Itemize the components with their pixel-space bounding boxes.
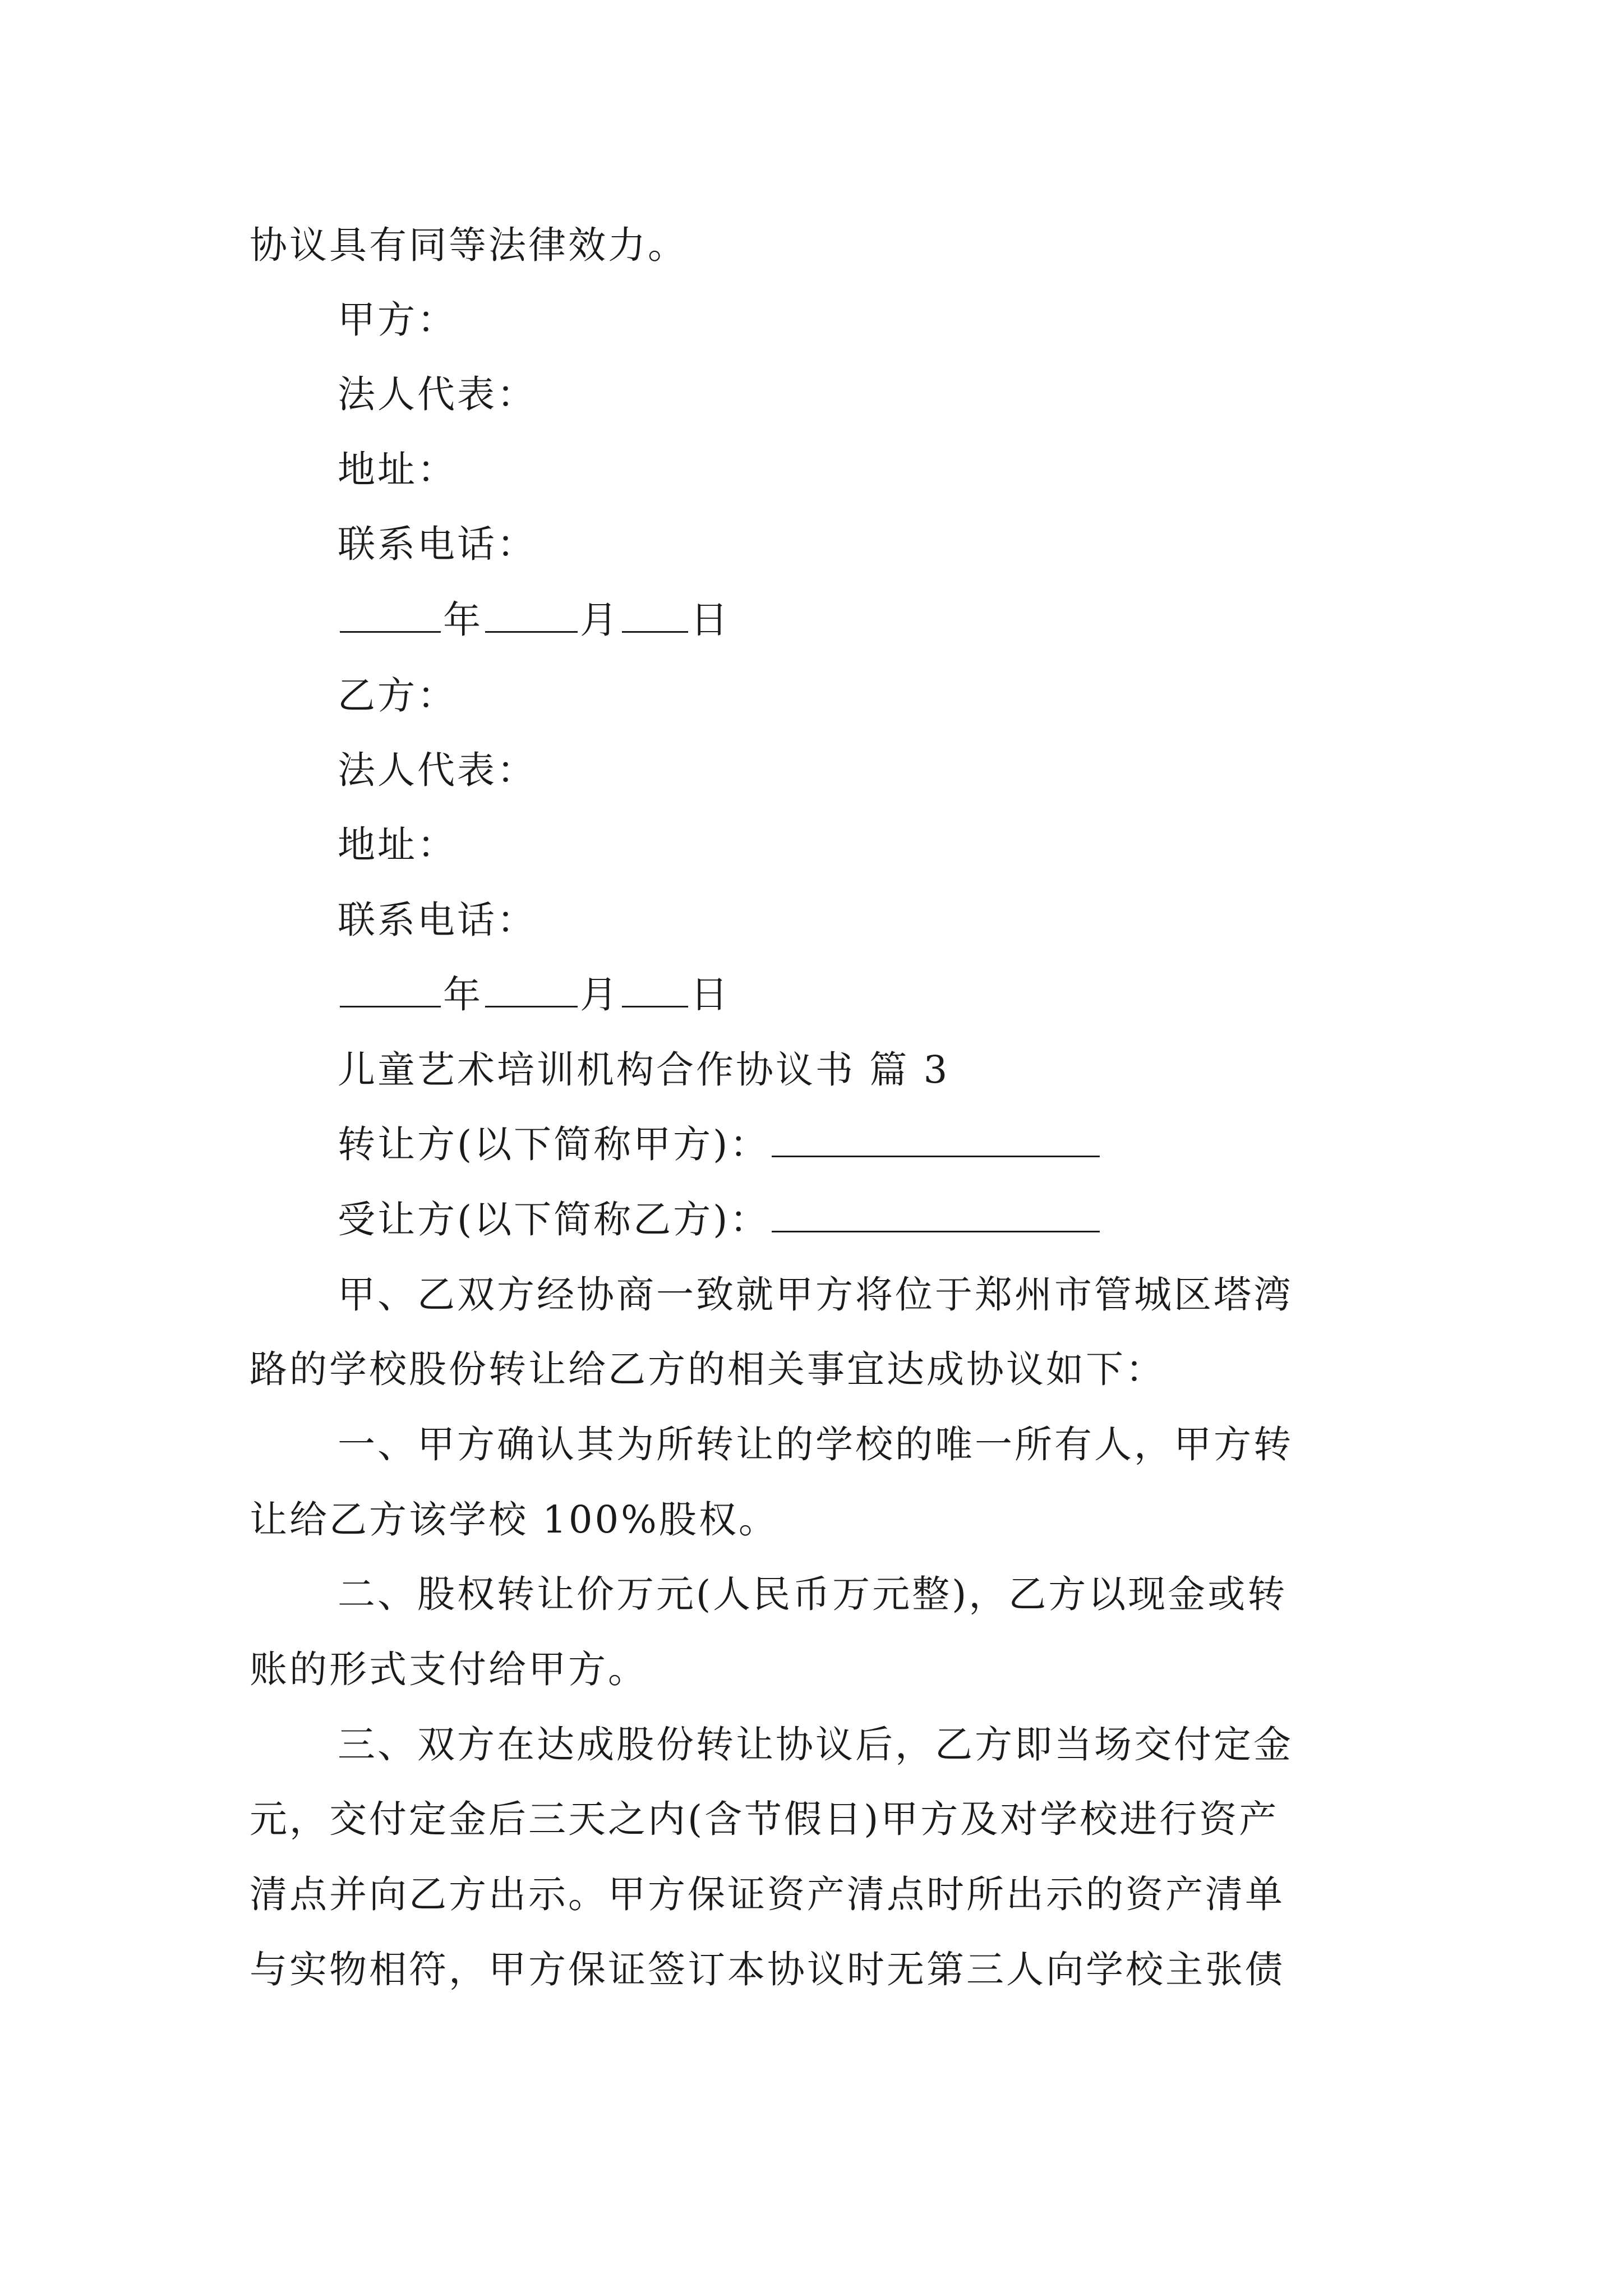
paragraph-line: 路的学校股份转让给乙方的相关事宜达成协议如下： xyxy=(250,1347,1165,1391)
paragraph-line: 清点并向乙方出示。甲方保证资产清点时所出示的资产清单 xyxy=(250,1872,1285,1916)
party-b-phone-label: 联系电话： xyxy=(338,898,537,942)
paragraph-line: 账的形式支付给甲方。 xyxy=(250,1648,648,1691)
party-a-date-line xyxy=(338,595,730,645)
party-a-legal-rep-label: 法人代表： xyxy=(338,372,537,416)
transferee-label: 受让方(以下简称乙方)： xyxy=(338,1198,770,1241)
transferee-blank xyxy=(772,1196,1100,1232)
transferor-line xyxy=(338,1119,1102,1170)
party-a-label: 甲方： xyxy=(338,298,457,342)
party-b-date-line xyxy=(338,969,730,1020)
month-label: 月 xyxy=(580,973,620,1016)
paragraph-line: 一、甲方确认其为所转让的学校的唯一所有人，甲方转 xyxy=(338,1423,1293,1466)
month-blank xyxy=(485,971,578,1007)
paragraph-line: 协议具有同等法律效力。 xyxy=(250,223,688,267)
year-blank xyxy=(340,596,441,633)
year-label: 年 xyxy=(443,598,483,642)
paragraph-line: 二、股权转让价万元(人民币万元整)，乙方以现金或转 xyxy=(338,1572,1288,1616)
party-b-address-label: 地址： xyxy=(338,823,457,867)
paragraph-line: 让给乙方该学校 100%股权。 xyxy=(250,1498,778,1542)
party-b-label: 乙方： xyxy=(338,674,457,717)
transferor-label: 转让方(以下简称甲方)： xyxy=(338,1122,770,1166)
month-label: 月 xyxy=(580,598,620,642)
party-a-phone-label: 联系电话： xyxy=(338,522,537,566)
month-blank xyxy=(485,596,578,633)
day-blank xyxy=(622,971,688,1007)
paragraph-line: 三、双方在达成股份转让协议后，乙方即当场交付定金 xyxy=(338,1723,1293,1766)
year-label: 年 xyxy=(443,973,483,1016)
transferor-blank xyxy=(772,1121,1100,1157)
party-a-address-label: 地址： xyxy=(338,448,457,491)
day-label: 日 xyxy=(690,973,730,1016)
year-blank xyxy=(340,971,441,1007)
paragraph-line: 甲、乙双方经协商一致就甲方将位于郑州市管城区塔湾 xyxy=(338,1273,1293,1317)
day-blank xyxy=(622,596,688,633)
day-label: 日 xyxy=(690,598,730,642)
transferee-line xyxy=(338,1194,1102,1245)
party-b-legal-rep-label: 法人代表： xyxy=(338,748,537,792)
section-heading: 儿童艺术培训机构合作协议书 篇 3 xyxy=(338,1048,950,1092)
paragraph-line: 与实物相符，甲方保证签订本协议时无第三人向学校主张债 xyxy=(250,1948,1285,1991)
paragraph-line: 元，交付定金后三天之内(含节假日)甲方及对学校进行资产 xyxy=(250,1797,1279,1841)
